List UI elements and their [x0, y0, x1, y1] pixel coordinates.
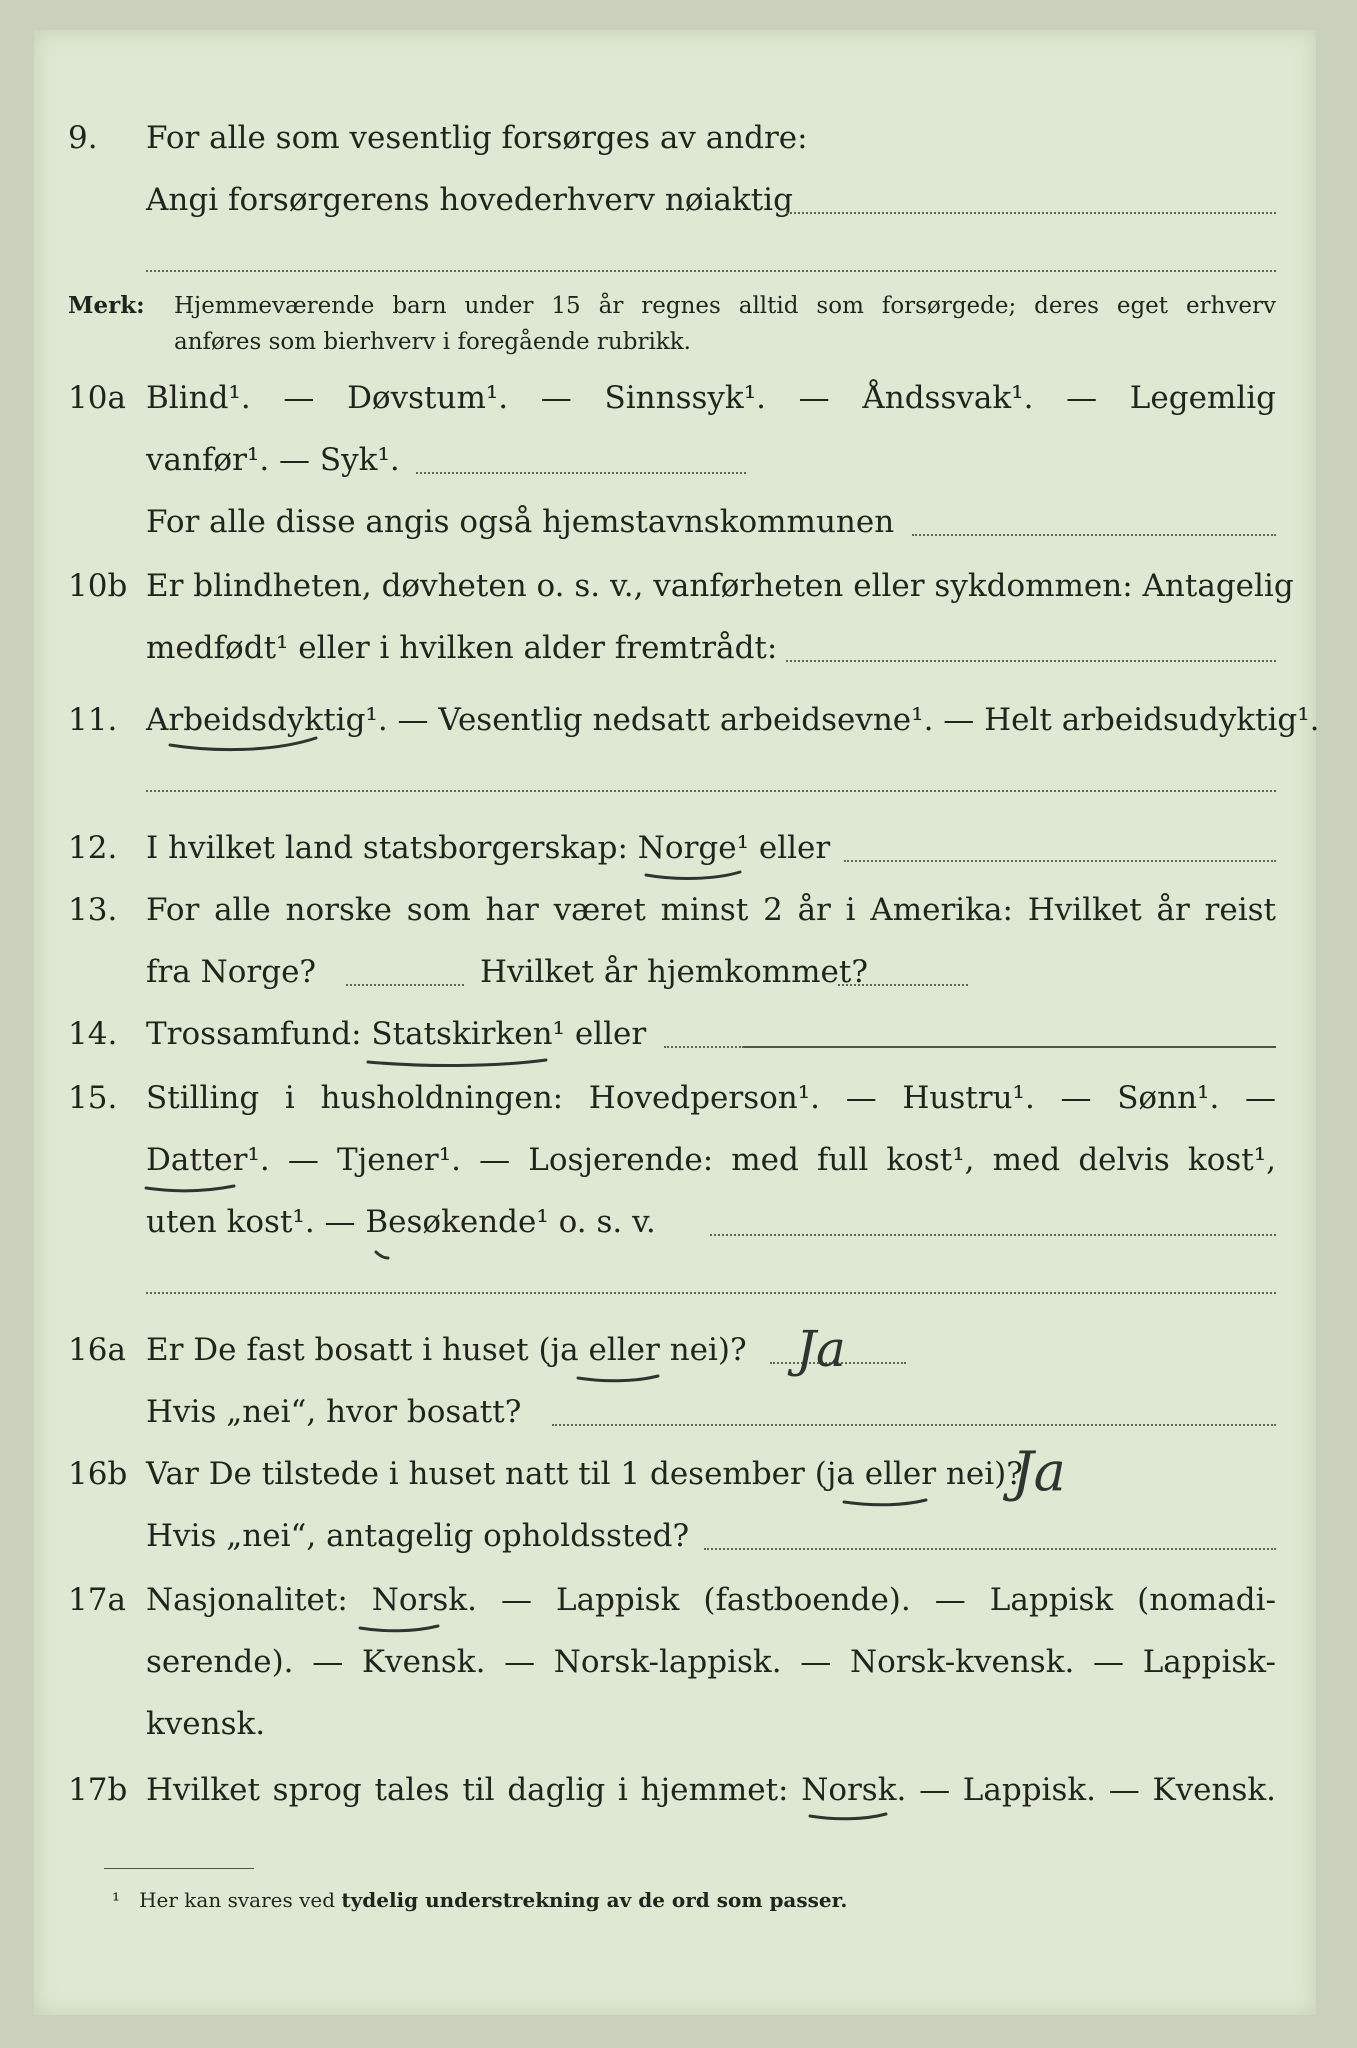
- question-text: Hvilket år hjemkommet?: [480, 954, 868, 990]
- question-text: Datter¹. — Tjener¹. — Losjerende: med full kost¹, med delvis kost¹,: [146, 1142, 1276, 1178]
- handwritten-answer-16b: Ja: [1012, 1440, 1066, 1503]
- question-number: 15.: [68, 1080, 118, 1116]
- question-number: 16b: [68, 1456, 128, 1492]
- question-text: Angi forsørgerens hovederhverv nøiaktig: [146, 182, 793, 218]
- question-text: serende). — Kvensk. — Norsk-lappisk. — Norsk-kvensk. — Lappisk-: [146, 1644, 1276, 1680]
- question-number: 14.: [68, 1016, 118, 1052]
- footnote-text: Her kan svares ved: [139, 1888, 336, 1912]
- question-number: 9.: [68, 120, 98, 156]
- question-number: 12.: [68, 830, 118, 866]
- question-number: 10b: [68, 568, 128, 604]
- question-text: Er De fast bosatt i huset (ja eller nei)?: [146, 1332, 747, 1368]
- question-text: For alle disse angis også hjemstavnskommunen: [146, 504, 895, 540]
- census-form-page: [34, 30, 1320, 2015]
- question-number: 17b: [68, 1772, 128, 1808]
- footnote-bold-text: tydelig understrekning av de ord som passer.: [341, 1888, 848, 1912]
- footnote-mark: ¹: [112, 1888, 121, 1912]
- question-text: For alle som vesentlig forsørges av andre:: [146, 120, 808, 156]
- question-text: fra Norge?: [146, 954, 317, 990]
- question-text: vanfør¹. — Syk¹.: [146, 442, 400, 478]
- question-number: 10a: [68, 380, 126, 416]
- question-text: kvensk.: [146, 1706, 266, 1742]
- question-text: Blind¹. — Døvstum¹. — Sinnssyk¹. — Åndssvak¹. — Legemlig: [146, 380, 1276, 416]
- question-text: Nasjonalitet: Norsk. — Lappisk (fastboende). — Lappisk (nomadi-: [146, 1582, 1276, 1618]
- question-text: Er blindheten, døvheten o. s. v., vanførheten eller sykdommen: Antagelig: [146, 568, 1294, 604]
- underline-norsk-17b: [810, 1814, 886, 1819]
- question-text: uten kost¹. — Besøkende¹ o. s. v.: [146, 1204, 656, 1240]
- question-text: Var De tilstede i huset natt til 1 desember (ja eller nei)?: [146, 1456, 1023, 1492]
- question-number: 17a: [68, 1582, 126, 1618]
- underline-statskirken: [368, 1060, 546, 1066]
- question-text: Hvis „nei“, antagelig opholdssted?: [146, 1518, 690, 1554]
- handwriting-overlay: [34, 30, 1320, 2015]
- note-text: Hjemmeværende barn under 15 år regnes alltid som forsørgede; deres eget erhverv: [174, 293, 1276, 319]
- question-text: Arbeidsdyktig¹. — Vesentlig nedsatt arbeidsevne¹. — Helt arbeidsudyktig¹.: [146, 702, 1320, 738]
- question-text: Trossamfund: Statskirken¹ eller: [146, 1016, 647, 1052]
- note-label: Merk:: [68, 292, 145, 319]
- question-number: 16a: [68, 1332, 126, 1368]
- underline-ja-16b: [844, 1500, 926, 1505]
- question-number: 13.: [68, 892, 118, 928]
- note-text: anføres som bierhverv i foregående rubrikk.: [174, 329, 691, 355]
- question-text: For alle norske som har været minst 2 år i Amerika: Hvilket år reist: [146, 892, 1276, 928]
- underline-norsk-17a: [360, 1626, 438, 1631]
- question-text: Hvilket sprog tales til daglig i hjemmet: Norsk. — Lappisk. — Kvensk.: [146, 1772, 1276, 1808]
- question-text: medfødt¹ eller i hvilken alder fremtrådt:: [146, 630, 778, 666]
- question-text: Hvis „nei“, hvor bosatt?: [146, 1394, 522, 1430]
- question-text: Stilling i husholdningen: Hovedperson¹. — Hustru¹. — Sønn¹. —: [146, 1080, 1276, 1116]
- underline-besokende: [376, 1252, 388, 1258]
- underline-arbeidsdyktig: [170, 738, 316, 750]
- handwritten-answer-16a: Ja: [796, 1320, 846, 1378]
- underline-datter: [146, 1186, 234, 1191]
- underline-norge: [646, 872, 740, 878]
- question-text: I hvilket land statsborgerskap: Norge¹ eller: [146, 830, 831, 866]
- underline-ja-16a: [578, 1376, 658, 1381]
- question-number: 11.: [68, 702, 118, 738]
